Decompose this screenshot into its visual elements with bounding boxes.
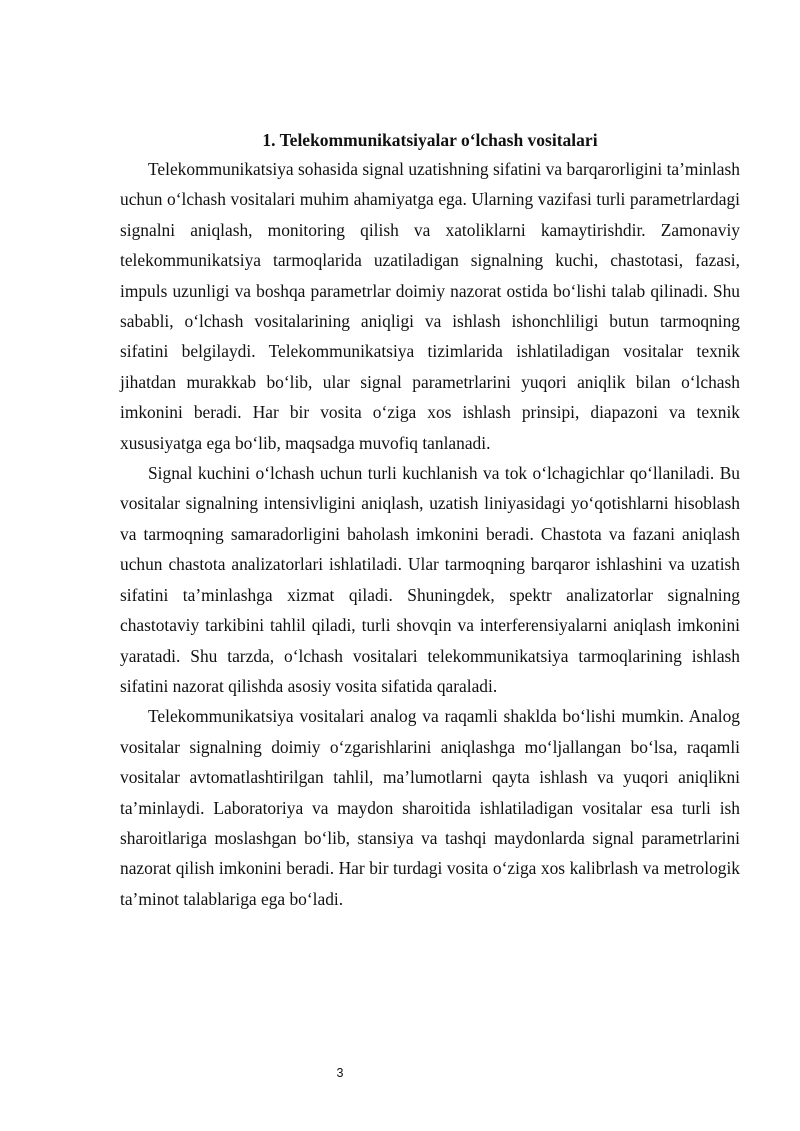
paragraph-3: Telekommunikatsiya vositalari analog va raqamli shaklda bo‘lishi mumkin. Analog vositalar signalning doimiy o‘zgarishlarini aniqlashga mo‘ljallangan bo‘lsa, raqamli vositalar avtomatlashtirilgan tahlil, ma’lumotlarni qayta ishlash va yuqori aniqlikni ta’minlaydi. Laboratoriya va maydon sharoitida ishlatiladigan vositalar esa turli ish sharoitlariga moslashgan bo‘lib, stansiya va tashqi maydonlarda signal parametrlarini nazorat qilish imkonini beradi. Har bir turdagi vosita o‘ziga xos kalibrlash va metrologik ta’minot talablariga ega bo‘ladi. bbox=[120, 706, 740, 909]
page-number: 3 bbox=[336, 1066, 344, 1080]
paragraph-2: Signal kuchini o‘lchash uchun turli kuchlanish va tok o‘lchagichlar qo‘llaniladi. Bu vositalar signalning intensivligini aniqlash, uzatish liniyasidagi yo‘qotishlarni hisoblash va tarmoqning samaradorligini baholash imkonini beradi. Chastota va fazani aniqlash uchun chastota analizatorlari ishlatiladi. Ular tarmoqning barqaror ishlashini va uzatish sifatini ta’minlashga xizmat qiladi. Shuningdek, spektr analizatorlar signalning chastotaviy tarkibini tahlil qiladi, turli shovqin va interferensiyalarni aniqlash imkonini yaratadi. Shu tarzda, o‘lchash vositalari telekommunikatsiya tarmoqlarining ishlash sifatini nazorat qilishda asosiy vosita sifatida qaraladi. bbox=[120, 463, 740, 696]
page-content bbox=[120, 126, 740, 914]
paragraph-1: Telekommunikatsiya sohasida signal uzatishning sifatini va barqarorligini ta’minlash uchun o‘lchash vositalari muhim ahamiyatga ega. Ularning vazifasi turli parametrlardagi signalni aniqlash, monitoring qilish va xatoliklarni kamaytirishdir. Zamonaviy telekommunikatsiya tarmoqlarida uzatiladigan signalning kuchi, chastotasi, fazasi, impuls uzunligi va boshqa parametrlar doimiy nazorat ostida bo‘lishi talab qilinadi. Shu sababli, o‘lchash vositalarining aniqligi va ishlash ishonchliligi butun tarmoqning sifatini belgilaydi. Telekommunikatsiya tizimlarida ishlatiladigan vositalar texnik jihatdan murakkab bo‘lib, ular signal parametrlarini yuqori aniqlik bilan o‘lchash imkonini beradi. Har bir vosita o‘ziga xos ishlash prinsipi, diapazoni va texnik xususiyatga ega bo‘lib, maqsadga muvofiq tanlanadi. bbox=[120, 159, 740, 453]
section-title: 1. Telekommunikatsiyalar o‘lchash vositalari bbox=[262, 130, 598, 150]
